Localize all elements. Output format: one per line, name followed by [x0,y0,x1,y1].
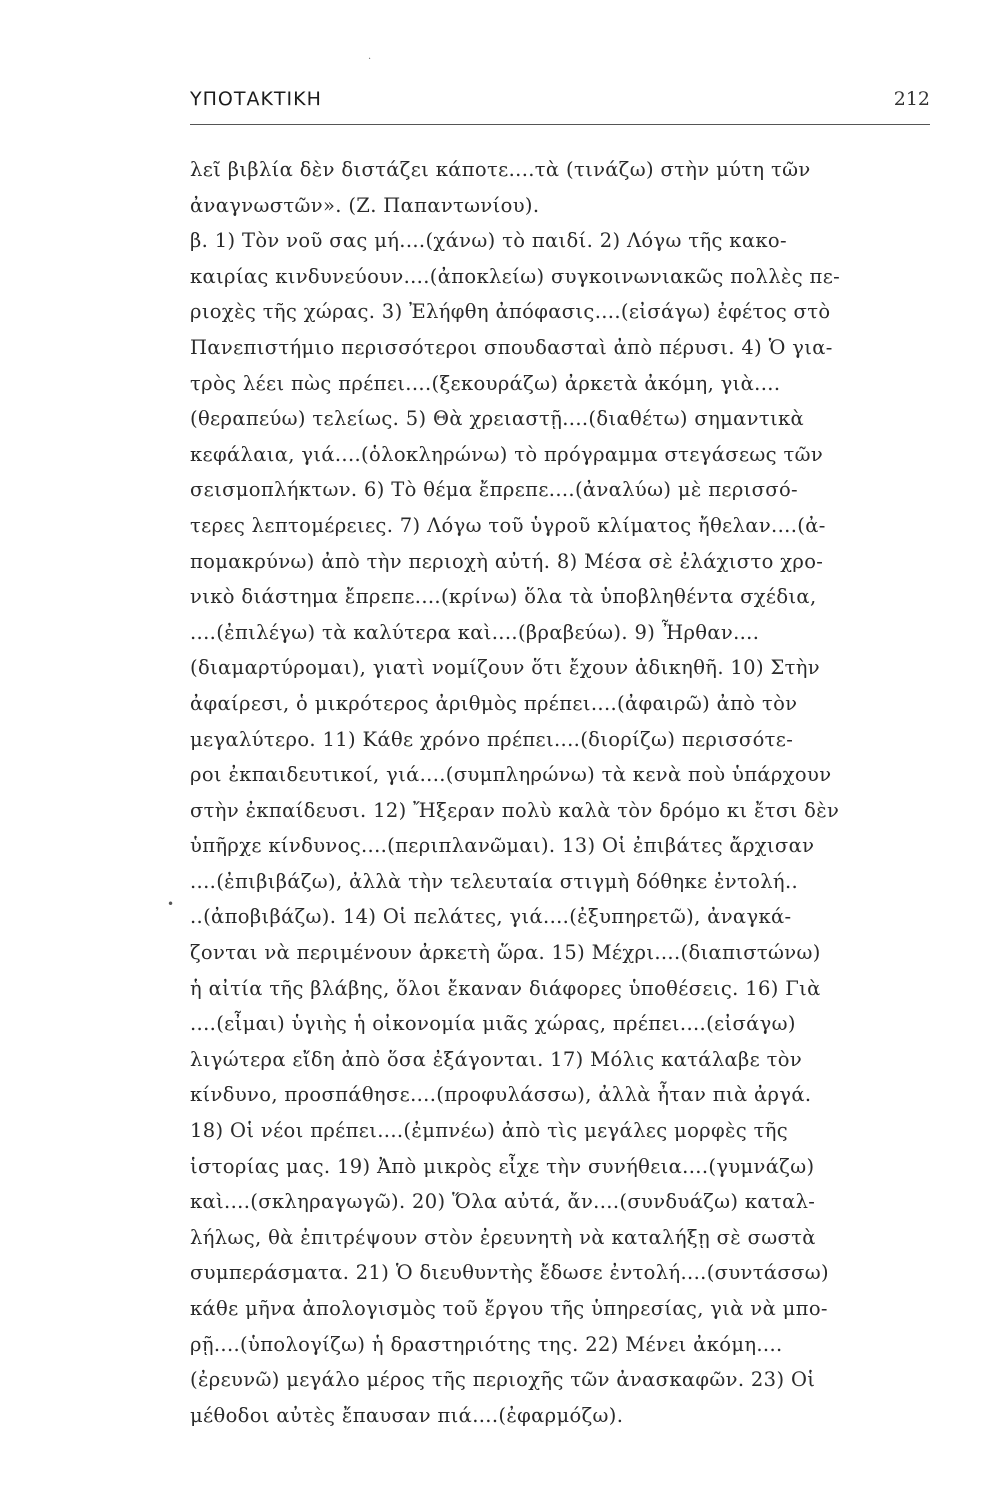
text-line: ἡ αἰτία τῆς βλάβης, ὅλοι ἔκαναν διάφορες ὑποθέσεις. 16) Γιὰ [190,976,821,1000]
text-line: ἱστορίας μας. 19) Ἀπὸ μικρὸς εἶχε τὴν συνήθεια....(γυμνάζω) [190,1154,815,1178]
text-line: ρῇ....(ὑπολογίζω) ἡ δραστηριότης της. 22) Μένει ἀκόμη.... [190,1332,783,1356]
text-line: καιρίας κινδυνεύουν....(ἀποκλείω) συγκοινωνιακῶς πολλὲς πε- [190,264,841,288]
text-line: μεγαλύτερο. 11) Κάθε χρόνο πρέπει....(διορίζω) περισσότε- [190,727,794,751]
text-line: Πανεπιστήμιο περισσότεροι σπουδασταὶ ἀπὸ πέρυσι. 4) Ὁ για- [190,335,833,359]
section-title: ΥΠΟΤΑΚΤΙΚΗ [190,88,322,110]
text-line: ριοχὲς τῆς χώρας. 3) Ἐλήφθη ἀπόφασις....(εἰσάγω) ἐφέτος στὸ [190,300,831,324]
text-line: λήλως, θὰ ἐπιτρέψουν στὸν ἐρευνητὴ νὰ καταλήξῃ σὲ σωστὰ [190,1225,816,1249]
text-line: ζονται νὰ περιμένουν ἀρκετὴ ὥρα. 15) Μέχρι....(διαπιστώνω) [190,941,821,965]
running-head [190,88,930,124]
text-line: ἀναγνωστῶν». (Ζ. Παπαντωνίου). [190,193,540,217]
page-number: 212 [893,88,930,110]
text-line: (θεραπεύω) τελείως. 5) Θὰ χρειαστῇ....(διαθέτω) σημαντικὰ [190,407,805,431]
text-line: τερες λεπτομέρειες. 7) Λόγω τοῦ ὑγροῦ κλίματος ἤθελαν....(ἀ- [190,513,826,537]
text-line: λιγώτερα εἴδη ἀπὸ ὅσα ἐξάγονται. 17) Μόλις κατάλαβε τὸν [190,1047,803,1071]
text-line: (διαμαρτύρομαι), γιατὶ νομίζουν ὅτι ἔχουν ἀδικηθῆ. 10) Στὴν [190,656,820,680]
text-line: 18) Οἱ νέοι πρέπει....(ἐμπνέω) ἀπὸ τὶς μεγάλες μορφὲς τῆς [190,1119,789,1143]
text-line: ....(εἶμαι) ὑγιὴς ἡ οἰκονομία μιᾶς χώρας, πρέπει....(εἰσάγω) [190,1012,796,1036]
text-line: σεισμοπλήκτων. 6) Τὸ θέμα ἔπρεπε....(ἀναλύω) μὲ περισσό- [190,478,798,502]
text-line: (ἐρευνῶ) μεγάλο μέρος τῆς περιοχῆς τῶν ἀνασκαφῶν. 23) Οἱ [190,1368,816,1392]
text-line: στὴν ἐκπαίδευσι. 12) Ἤξεραν πολὺ καλὰ τὸν δρόμο κι ἔτσι δὲν [190,798,840,822]
text-line: κίνδυνο, προσπάθησε....(προφυλάσσω), ἀλλὰ ἦταν πιὰ ἀργά. [190,1083,812,1107]
text-line: ..(ἀποβιβάζω). 14) Οἱ πελάτες, γιά....(ἐξυπηρετῶ), ἀναγκά- [190,905,792,929]
text-line: τρὸς λέει πὼς πρέπει....(ξεκουράζω) ἀρκετὰ ἀκόμη, γιὰ.... [190,371,781,395]
text-line: ἀφαίρεσι, ὁ μικρότερος ἀριθμὸς πρέπει....(ἀφαιρῶ) ἀπὸ τὸν [190,691,798,715]
text-line: ὑπῆρχε κίνδυνος....(περιπλανῶμαι). 13) Οἱ ἐπιβάτες ἄρχισαν [190,834,815,858]
text-line: β. 1) Τὸν νοῦ σας μή....(χάνω) τὸ παιδί. 2) Λόγω τῆς κακο- [190,229,787,253]
body-text [190,152,935,1433]
text-line: ....(ἐπιβιβάζω), ἀλλὰ τὴν τελευταία στιγμὴ δόθηκε ἐντολή.. [190,869,799,893]
text-line: πομακρύνω) ἀπὸ τὴν περιοχὴ αὐτή. 8) Μέσα σὲ ἐλάχιστο χρο- [190,549,824,573]
text-line: ....(ἐπιλέγω) τὰ καλύτερα καὶ....(βραβεύω). 9) Ἦρθαν.... [190,620,760,644]
text-line: συμπεράσματα. 21) Ὁ διευθυντὴς ἔδωσε ἐντολή....(συντάσσω) [190,1261,829,1285]
text-line: νικὸ διάστημα ἔπρεπε....(κρίνω) ὅλα τὰ ὑποβληθέντα σχέδια, [190,585,817,609]
header-rule [190,124,930,125]
left-margin-mark: • [167,897,175,911]
text-line: ροι ἐκπαιδευτικοί, γιά....(συμπληρώνω) τὰ κενὰ ποὺ ὑπάρχουν [190,763,832,787]
text-line: καὶ....(σκληραγωγῶ). 20) Ὅλα αὐτά, ἄν....(συνδυάζω) καταλ- [190,1190,816,1214]
text-line: λεῖ βιβλία δὲν διστάζει κάποτε....τὰ (τινάζω) στὴν μύτη τῶν [190,158,811,181]
text-line: κάθε μῆνα ἀπολογισμὸς τοῦ ἔργου τῆς ὑπηρεσίας, γιὰ νὰ μπο- [190,1297,828,1320]
text-line: μέθοδοι αὐτὲς ἔπαυσαν πιά....(ἐφαρμόζω). [190,1403,624,1427]
text-line: κεφάλαια, γιά....(ὁλοκληρώνω) τὸ πρόγραμμα στεγάσεως τῶν [190,442,824,466]
top-margin-dot: · [368,54,372,65]
